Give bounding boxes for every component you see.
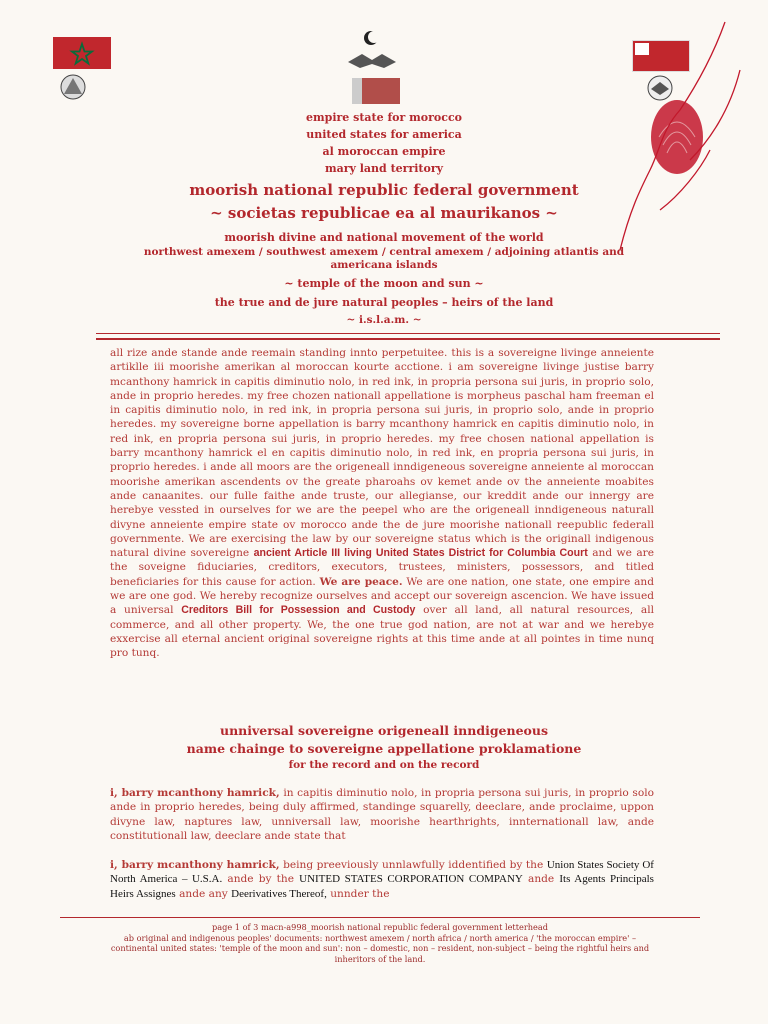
footer-line-1: page 1 of 3 macn-a998_moorish national republic federal government letterhead [211, 922, 549, 932]
pentagram-icon [53, 37, 111, 69]
header-line-4: mary land territory [324, 162, 444, 175]
footer-line-3: continental united states: 'temple of the moon and sun': non – domestic, non – resident, non-subject – being the rightful heirs and [110, 943, 650, 953]
court-bold-text: ancient Article III living United States District for Columbia Court [253, 547, 588, 560]
declarant-name: i, barry mcanthony hamrick, [110, 787, 280, 799]
crescent-handshake-icon [344, 28, 400, 72]
main-paragraph-tail-2: We are one nation, one state, one empire and we are one god. We hereby recognize ourselves and accept our sovereign ascencion. We have issued a universal [110, 575, 654, 617]
declaration-text: in capitis diminutio nolo, in propria persona sui juris, in proprio solo ande in proprio heredes, being duly affirmed, standinge squarelly, deeclare, ande proclaime, uppon divyne law, naptures law, unniversall law, moorishe hearthrights, innternationall law, ande constitutionall law, deeclare ande state that [110, 787, 654, 842]
peace-bold-text: We are peace. [319, 575, 403, 588]
main-paragraph-tail: and we are the soveigne fiduciaries, creditors, executors, trustees, ministers, possessors, and titled beneficiaries for this cause for action. [110, 547, 654, 588]
regions-line-1: northwest amexem / southwest amexem / central amexem / adjoining atlantis and [143, 246, 625, 258]
usa-society-text: Union States Society Of North America – U.S.A. [110, 859, 654, 886]
identification-paragraph [110, 858, 654, 901]
morocco-flag [53, 37, 111, 69]
derivatives-text: Deerivatives Thereof, [231, 887, 327, 900]
flag-stamp-icon [352, 76, 400, 106]
header-line-1: empire state for morocco [306, 111, 462, 124]
creditors-bill-bold-text: Creditors Bill for Possession and Custody [181, 604, 416, 617]
identification-text-2: ande by the [227, 873, 294, 886]
section-title-3: for the record and on the record [288, 759, 480, 771]
movement-line: moorish divine and national movement of the world [224, 231, 544, 244]
header-line-3: al moroccan empire [322, 145, 446, 158]
islam-line: ~ i.s.l.a.m. ~ [346, 314, 422, 326]
identification-text-4: ande any [179, 887, 228, 900]
main-paragraph [110, 346, 654, 661]
section-title-1: unniversal sovereigne origeneall inndigeneous [219, 723, 549, 738]
identification-text-5: unnder the [330, 887, 390, 900]
footer [60, 922, 700, 964]
temple-line: ~ temple of the moon and sun ~ [284, 277, 484, 290]
agents-text: Its Agents Principals Heirs Assignes [110, 873, 654, 900]
main-paragraph-tail-3: over all land, all natural resources, all commerce, and all other property. We, the one true god nation, are not at war and we herebye exxercise all eternal ancient original sovereigne rights at this time ande at all pointes in time nunq pro tunq. [110, 604, 654, 660]
declaration-paragraph [110, 786, 654, 843]
footer-line-2: ab original and indigenous peoples' documents: northwest amexem / north africa / north america / 'the moroccan empire' – [123, 932, 637, 943]
header-divider-bottom [96, 338, 720, 340]
peoples-line: the true and de jure natural peoples – heirs of the land [214, 296, 554, 309]
us-corporation-text: UNITED STATES CORPORATION COMPANY [299, 873, 523, 886]
document-title: moorish national republic federal government [189, 181, 579, 199]
identification-name: i, barry mcanthony hamrick, [110, 859, 280, 871]
footer-divider [60, 917, 700, 918]
section-title-2: name chainge to sovereigne appellatione proklamatione [186, 741, 582, 756]
identification-text-3: ande [528, 873, 555, 886]
header-divider-top [96, 333, 720, 334]
header-line-2: united states for america [306, 128, 462, 141]
identification-text-1: being preeviously unnlawfully iddentified by the [283, 859, 544, 871]
footer-line-4: inheritors of the land. [334, 953, 426, 964]
regions-line-2: americana islands [330, 259, 438, 271]
pyramid-seal-icon [58, 74, 88, 100]
main-paragraph-text: all rize ande stande ande reemain standing innto perpetuitee. this is a sovereigne livinge anneiente artiklle iii moorishe amerikan al moroccan kourte acctione. i am sovereigne livinge justise barry mcanthony hamrick in capitis diminutio nolo, in red ink, in propria persona sui juris, in proprio solo, ande in proprio heredes. my free chozen nationall appellatione is morpheus paschal ham freeman el in capitis diminutio nolo, in red ink, in propria persona sui juris, in proprio solo, ande in proprio heredes. my sovereigne borne appellation is barry mcanthony hamrick en capitis diminutio nolo, in red ink, en propria persona sui juris, in proprio heredes. my free chosen national appellation is barry mcanthony hamrick el en capitis diminutio nolo, in red ink, en propria persona sui juris, in proprio heredes. i ande all moors are the origeneall inndigeneous sovereigne anneiente al moroccan moorishe amerikan ascendents ov the greate pharoahs ov kemet ande ov the anneiente moabites ande canaanites. our fulle faithe ande truste, our allegianse, our kreddit ande our innergy are herebye vessted in ourselves for we are the peepel who are the origeneall inndigeneous naturall divyne anneiente empire state ov morocco ande the de jure moorishe nationall reepublic federall governmente. We are exercising the law by our sovereigne status which is the originall indigenous natural divine sovereigne [110, 347, 654, 560]
document-subtitle: ~ societas republicae ea al maurikanos ~ [210, 204, 558, 222]
